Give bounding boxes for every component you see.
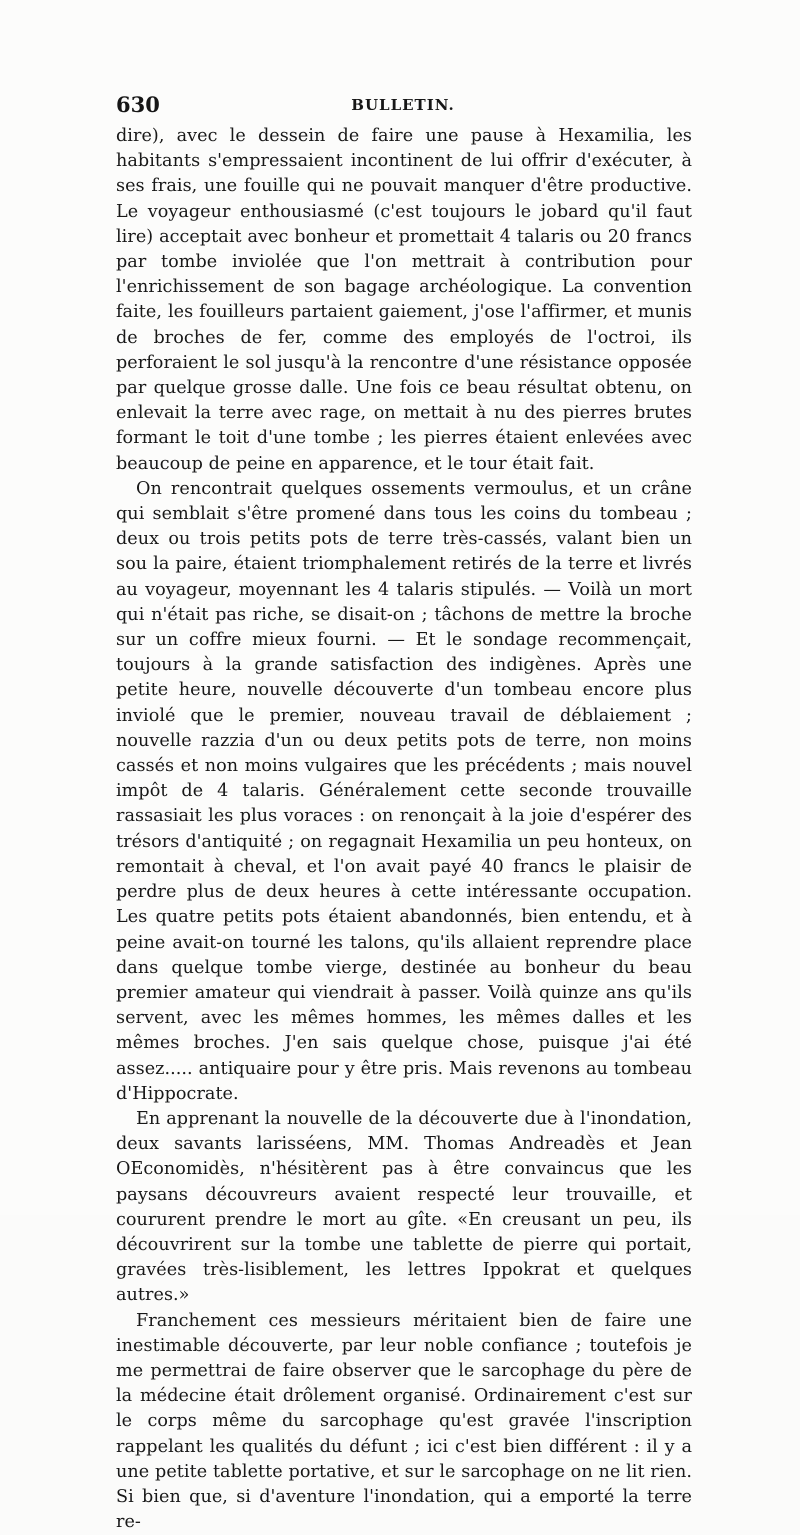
paragraph-3: En apprenant la nouvelle de la découverte due à l'inondation, deux savants larisséens, MM. Thomas Andreadès et Jean OEconomidès, n'hésitèrent pas à être convaincus que les paysans découvreurs avaient respecté leur trouvaille, et coururent prendre le mort au gîte. «En creusant un peu, ils découvrirent sur la tombe une tablette de pierre qui portait, gravées très-lisiblement, les lettres Ippokrat et quelques autres.» (116, 1108, 692, 1306)
page-number: 630 (116, 92, 160, 117)
running-head: BULLETIN. (351, 96, 455, 114)
paragraph-1: dire), avec le dessein de faire une pause à Hexamilia, les habitants s'empressaient incontinent de lui offrir d'exécuter, à ses frais, une fouille qui ne pouvait manquer d'être productive. Le voyageur enthousiasmé (c'est toujours le jobard qu'il faut lire) acceptait avec bonheur et promettait 4 talaris ou 20 francs par tombe inviolée que l'on mettrait à contribution pour l'enrichissement de son bagage archéologique. La convention faite, les fouilleurs partaient gaiement, j'ose l'affirmer, et munis de broches de fer, comme des employés de l'octroi, ils perforaient le sol jusqu'à la rencontre d'une résistance opposée par quelque grosse dalle. Une fois ce beau résultat obtenu, on enlevait la terre avec rage, on mettait à nu des pierres brutes formant le toit d'une tombe ; les pierres étaient enlevées avec beaucoup de peine en apparence, et le tour était fait. (116, 126, 692, 474)
paragraph-2: On rencontrait quelques ossements vermoulus, et un crâne qui semblait s'être promené dans tous les coins du tombeau ; deux ou trois petits pots de terre très-cassés, valant bien un sou la paire, étaient triomphalement retirés de la terre et livrés au voyageur, moyennant les 4 talaris stipulés. — Voilà un mort qui n'était pas riche, se disait-on ; tâchons de mettre la broche sur un coffre mieux fourni. — Et le sondage recommençait, toujours à la grande satisfaction des indigènes. Après une petite heure, nouvelle découverte d'un tombeau encore plus inviolé que le premier, nouveau travail de déblaiement ; nouvelle razzia d'un ou deux petits pots de terre, non moins cassés et non moins vulgaires que les précédents ; mais nouvel impôt de 4 talaris. Généralement cette seconde trouvaille rassasiait les plus voraces : on renonçait à la joie d'espérer des trésors d'antiquité ; on regagnait Hexamilia un peu honteux, on remontait à cheval, et l'on avait payé 40 francs le plaisir de perdre plus de deux heures à cette intéressante occupation. Les quatre petits pots étaient abandonnés, bien entendu, et à peine avait-on tourné les talons, qu'ils allaient reprendre place dans quelque tombe vierge, destinée au bonheur du beau premier amateur qui viendrait à passer. Voilà quinze ans qu'ils servent, avec les mêmes hommes, les mêmes dalles et les mêmes broches. J'en sais quelque chose, puisque j'ai été assez..... antiquaire pour y être pris. Mais revenons au tombeau d'Hippocrate. (116, 478, 692, 1104)
page-header (116, 92, 690, 122)
paragraph-4: Franchement ces messieurs méritaient bien de faire une inestimable découverte, par leur noble confiance ; toutefois je me permettrai de faire observer que le sarcophage du père de la médecine était drôlement organisé. Ordinairement c'est sur le corps même du sarcophage qu'est gravée l'inscription rappelant les qualités du défunt ; ici c'est bien différent : il y a une petite tablette portative, et sur le sarcophage on ne lit rien. Si bien que, si d'aventure l'inondation, qui a emporté la terre re- (116, 1310, 692, 1533)
body-text (116, 124, 692, 1535)
